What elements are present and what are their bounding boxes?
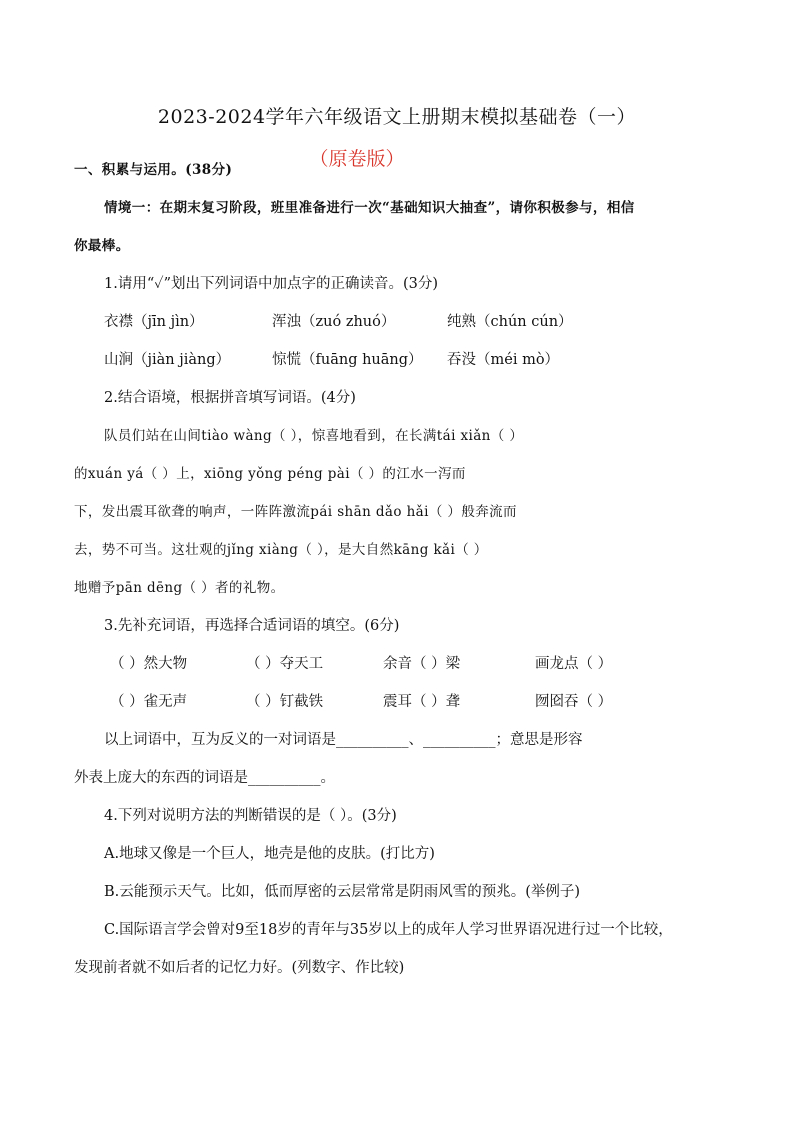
q2-passage-line: 队员们站在山间tiào wàng（ ），惊喜地看到，在长满tái xiǎn（ ） [104,428,524,444]
q3-idiom: （ ）夺天工 [246,656,324,672]
section-heading: 一、积累与运用。(38分) [74,162,233,178]
q1-item: 衣襟（jīn jìn） [104,314,204,330]
q3-idiom: 囫囵吞（ ） [535,694,613,710]
q1-item: 惊慌（fuāng huāng） [272,352,423,368]
page-subtitle: （原卷版） [309,148,405,170]
question-2-prompt: 2.结合语境，根据拼音填写词语。(4分) [104,390,356,406]
q3-idiom: 震耳（ ）聋 [383,694,461,710]
page-title: 2023-2024学年六年级语文上册期末模拟基础卷（一） [157,106,637,128]
context-text-line2: 你最棒。 [74,238,130,254]
question-3-prompt: 3.先补充词语，再选择合适词语的填空。(6分) [104,618,400,634]
q1-item: 浑浊（zuó zhuó） [272,314,396,330]
q4-option-b: B.云能预示天气。比如，低而厚密的云层常常是阴雨风雪的预兆。(举例子) [104,884,581,900]
q2-passage-line: 去，势不可当。这壮观的jǐng xiàng（ ），是大自然kāng kǎi（ ） [74,542,488,558]
q3-idiom: 余音（ ）梁 [383,656,461,672]
context-text-line1: 情境一：在期末复习阶段，班里准备进行一次“基础知识大抽查”，请你积极参与，相信 [104,200,635,216]
question-4-prompt: 4.下列对说明方法的判断错误的是（ ）。(3分) [104,808,397,824]
q4-option-a: A.地球又像是一个巨人，地壳是他的皮肤。(打比方) [104,846,435,862]
q4-option-c-line2: 发现前者就不如后者的记忆力好。(列数字、作比较) [74,960,405,976]
q1-item: 纯熟（chún cún） [447,314,573,330]
question-1-prompt: 1.请用“✓”划出下列词语中加点字的正确读音。(3分) [104,276,439,292]
q1-item: 吞没（méi mò） [447,352,560,368]
q3-idiom: （ ）雀无声 [110,694,188,710]
q2-passage-line: 下，发出震耳欲聋的响声，一阵阵激流pái shān dǎo hǎi（ ）般奔流而 [74,504,517,520]
q1-item: 山涧（jiàn jiàng） [104,352,231,368]
q2-passage-line: 地赠予pān dēng（ ）者的礼物。 [74,580,285,596]
q3-idiom: （ ）然大物 [110,656,188,672]
q3-fill-line2: 外表上庞大的东西的词语是__________。 [74,770,335,786]
q2-passage-line: 的xuán yá（ ）上，xiōng yǒng péng pài（ ）的江水一泻而 [74,466,466,482]
q3-idiom: （ ）钉截铁 [246,694,324,710]
q4-option-c-line1: C.国际语言学会曾对9至18岁的青年与35岁以上的成年人学习世界语况进行过一个比较， [104,922,673,938]
q3-fill-line1: 以上词语中，互为反义的一对词语是__________、__________；意思是形容 [104,732,583,748]
q3-idiom: 画龙点（ ） [535,656,613,672]
